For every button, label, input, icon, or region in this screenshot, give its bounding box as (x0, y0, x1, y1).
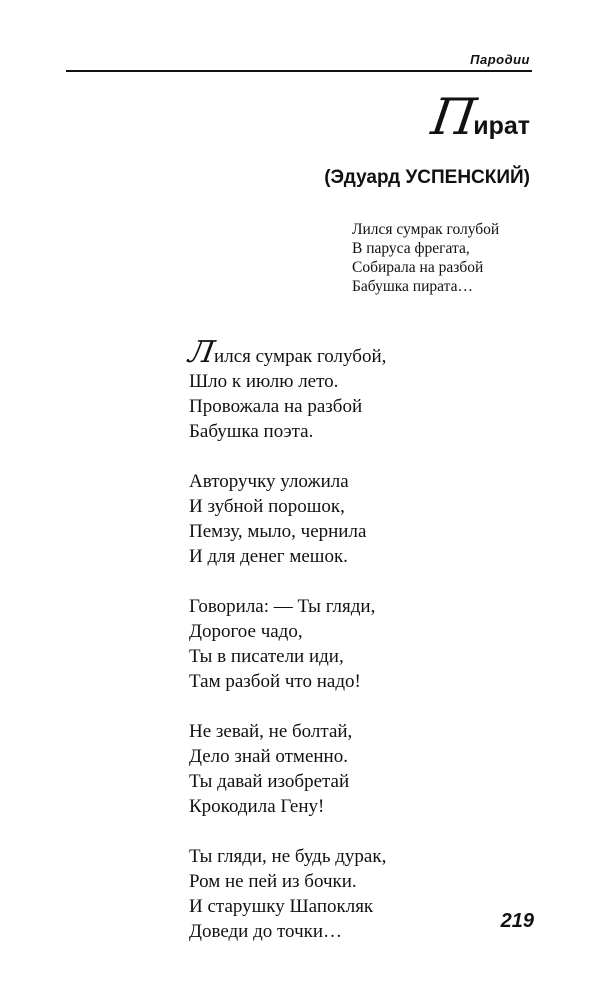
poem-title (427, 88, 530, 146)
poem-line: Доведи до точки… (189, 921, 343, 942)
poem-line: Говорила: — Ты гляди, (189, 596, 376, 617)
stanza (186, 335, 387, 444)
poem-line: Ты в писатели иди, (189, 646, 344, 667)
poem-line: Бабушка поэта. (189, 421, 314, 442)
title-rest: ират (473, 112, 530, 140)
poem-line (186, 335, 387, 370)
stanza (189, 719, 386, 819)
title-initial: П (427, 88, 480, 146)
page-number: 219 (500, 910, 534, 932)
epigraph (352, 220, 499, 296)
poem-body (186, 335, 387, 969)
poem-line: Там разбой что надо! (189, 671, 361, 692)
epigraph-line: В паруса фрегата, (352, 240, 470, 257)
poem-line: Ром не пей из бочки. (189, 871, 357, 892)
poem-line: Ты гляди, не будь дурак, (189, 846, 387, 867)
poem-line: И старушку Шапокляк (189, 896, 374, 917)
poem-line: Провожала на разбой (189, 396, 363, 417)
poem-line: Не зевай, не болтай, (189, 721, 353, 742)
poem-line: Дело знай отменно. (189, 746, 348, 767)
first-line-text: ился сумрак голубой, (214, 346, 387, 367)
author-credit: (Эдуард УСПЕНСКИЙ) (324, 167, 530, 188)
poem-line: Пемзу, мыло, чернила (189, 521, 367, 542)
poem-line: Ты давай изобретай (189, 771, 350, 792)
stanza (189, 469, 386, 569)
header-divider (66, 70, 532, 72)
poem-line: Шло к июлю лето. (189, 371, 339, 392)
poem-line: Дорогое чадо, (189, 621, 303, 642)
stanza (189, 594, 386, 694)
drop-initial: Л (186, 335, 218, 370)
poem-line: И зубной порошок, (189, 496, 345, 517)
epigraph-line: Лился сумрак голубой (352, 221, 500, 238)
poem-line: И для денег мешок. (189, 546, 348, 567)
epigraph-line: Собирала на разбой (352, 259, 484, 276)
poem-line: Крокодила Гену! (189, 796, 325, 817)
stanza (189, 844, 386, 944)
section-header: Пародии (470, 52, 530, 67)
poem-line: Авторучку уложила (189, 471, 349, 492)
epigraph-line: Бабушка пирата… (352, 278, 473, 295)
